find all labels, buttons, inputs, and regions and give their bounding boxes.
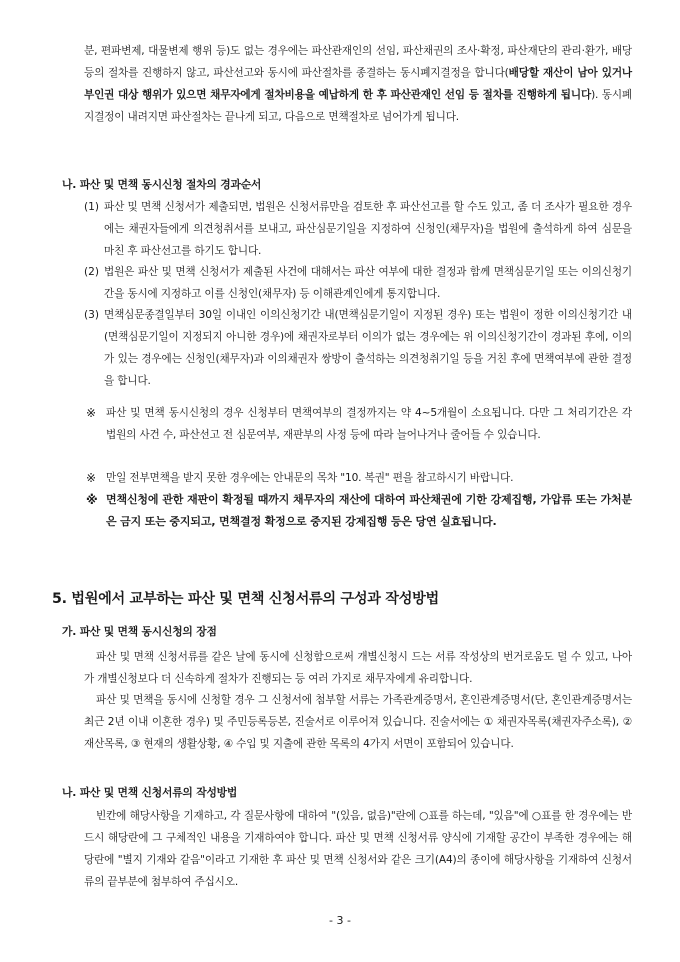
note-processing-time: 파산 및 면책 동시신청의 경우 신청부터 면책여부의 결정까지는 약 4~5개월이 소요됩니다. 다만 그 처리기간은 각 법원의 사건 수, 파산선고 전 심문여부, 재판부의 사정 등에 따라 늘어나거나 줄어들 수 있습니다.	[106, 407, 632, 441]
item-number: (3)	[84, 309, 100, 321]
item-number: (2)	[84, 266, 100, 278]
intro-text-bold: 배당할 재산이 남아 있거나 부인권 대상 행위가 있으면 채무자에게 절차비용을 예납하게 한 후 파산관재인 선임 등 절차를 진행하게 됩니다	[84, 67, 632, 101]
page-number: - 3 -	[329, 914, 351, 927]
advantage-paragraph-2: 파산 및 면책을 동시에 신청할 경우 그 신청서에 첨부할 서류는 가족관계증명서, 혼인관계증명서(단, 혼인관계증명서는 최근 2년 이내 이혼한 경우) 및 주민등록등본, 진술서로 이루어져 있습니다. 진술서에는 ① 채권자목록(채권자주소록), ② 재산목록, ③ 현재의 생활상황, ④ 수입 및 지출에 관한 목록의 4가지 서면이 포함되어 있습니다.	[84, 694, 632, 750]
reference-mark: ※	[86, 406, 97, 420]
reference-mark: ※	[86, 493, 98, 507]
advantage-paragraph-1: 파산 및 면책 신청서류를 같은 날에 동시에 신청함으로써 개별신청시 드는 서류 작성상의 번거로움도 덜 수 있고, 나아가 개별신청보다 더 신속하게 절차가 진행되는 등 여러 가지로 채무자에게 유리합니다.	[84, 651, 632, 685]
note-rehabilitation: 만일 전부면책을 받지 못한 경우에는 안내문의 목차 "10. 복권" 편을 참고하시기 바랍니다.	[106, 472, 514, 484]
intro-text-start: 분, 편파변제, 대물변제 행위 등)도 없는 경우에는 파산관재인의 선임, 파산채권의 조사·확정, 파산재단의 관리·환가, 배당 등의 절차를 진행하지 않고, 파산선고와 동시에 파산절차를 종결하는 동시폐지결정을 합니다(	[84, 45, 632, 79]
writing-method-paragraph: 빈칸에 해당사항을 기재하고, 각 질문사항에 대하여 "(있음, 없음)"란에 ○표를 하는데, "있음"에 ○표를 한 경우에는 반드시 해당란에 그 구체적인 내용을 기재하여야 합니다. 파산 및 면책 신청서류 양식에 기재할 공간이 부족한 경우에는 해당란에 "별지 기재와 같음"이라고 기재한 후 파산 및 면책 신청서와 같은 크기(A4)의 종이에 해당사항을 기재하여 신청서류의 끝부분에 첨부하여 주십시오.	[84, 810, 632, 888]
section-5-heading: 5. 법원에서 교부하는 파산 및 면책 신청서류의 구성과 작성방법	[52, 591, 439, 607]
intro-text-end: ). 동시폐지결정이 내려지면 파산절차는 끝나게 되고, 다음으로 면책절차로 넘어가게 됩니다.	[84, 89, 632, 123]
reference-mark: ※	[86, 471, 97, 485]
intro-paragraph	[84, 40, 632, 128]
section-ga-heading: 가. 파산 및 면책 동시신청의 장점	[62, 625, 217, 638]
procedure-item-1: 파산 및 면책 신청서가 제출되면, 법원은 신청서류만을 검토한 후 파산선고를 할 수도 있고, 좀 더 조사가 필요한 경우에는 채권자들에게 의견청취서를 보내고, 파산심문기일을 지정하여 신청인(채무자)을 법원에 출석하게 하여 심문을 마친 후 파산선고를 하기도 합니다.	[104, 201, 632, 257]
procedure-item-2: 법원은 파산 및 면책 신청서가 제출된 사건에 대해서는 파산 여부에 대한 결정과 함께 면책심문기일 또는 이의신청기간을 동시에 지정하고 이를 신청인(채무자) 등 이해관계인에게 통지합니다.	[104, 266, 632, 300]
procedure-item-3: 면책심문종결일부터 30일 이내인 이의신청기간 내(면책심문기일이 지정된 경우) 또는 법원이 정한 이의신청기간 내(면책심문기일이 지정되지 아니한 경우)에 채권자로부터 이의가 없는 경우에는 위 이의신청기간이 경과된 후에, 이의가 있는 경우에는 신청인(채무자)과 이의채권자 쌍방이 출석하는 의견청취기일 등을 거친 후에 면책여부에 관한 결정을 합니다.	[104, 309, 632, 387]
note-enforcement-stay: 면책신청에 관한 재판이 확정될 때까지 채무자의 재산에 대하여 파산채권에 기한 강제집행, 가압류 또는 가처분은 금지 또는 중지되고, 면책결정 확정으로 중지된 강제집행 등은 당연 실효됩니다.	[106, 493, 632, 528]
item-number: (1)	[84, 201, 100, 213]
section-na-writing-heading: 나. 파산 및 면책 신청서류의 작성방법	[62, 786, 238, 799]
section-na-procedure-heading: 나. 파산 및 면책 동시신청 절차의 경과순서	[62, 178, 262, 191]
